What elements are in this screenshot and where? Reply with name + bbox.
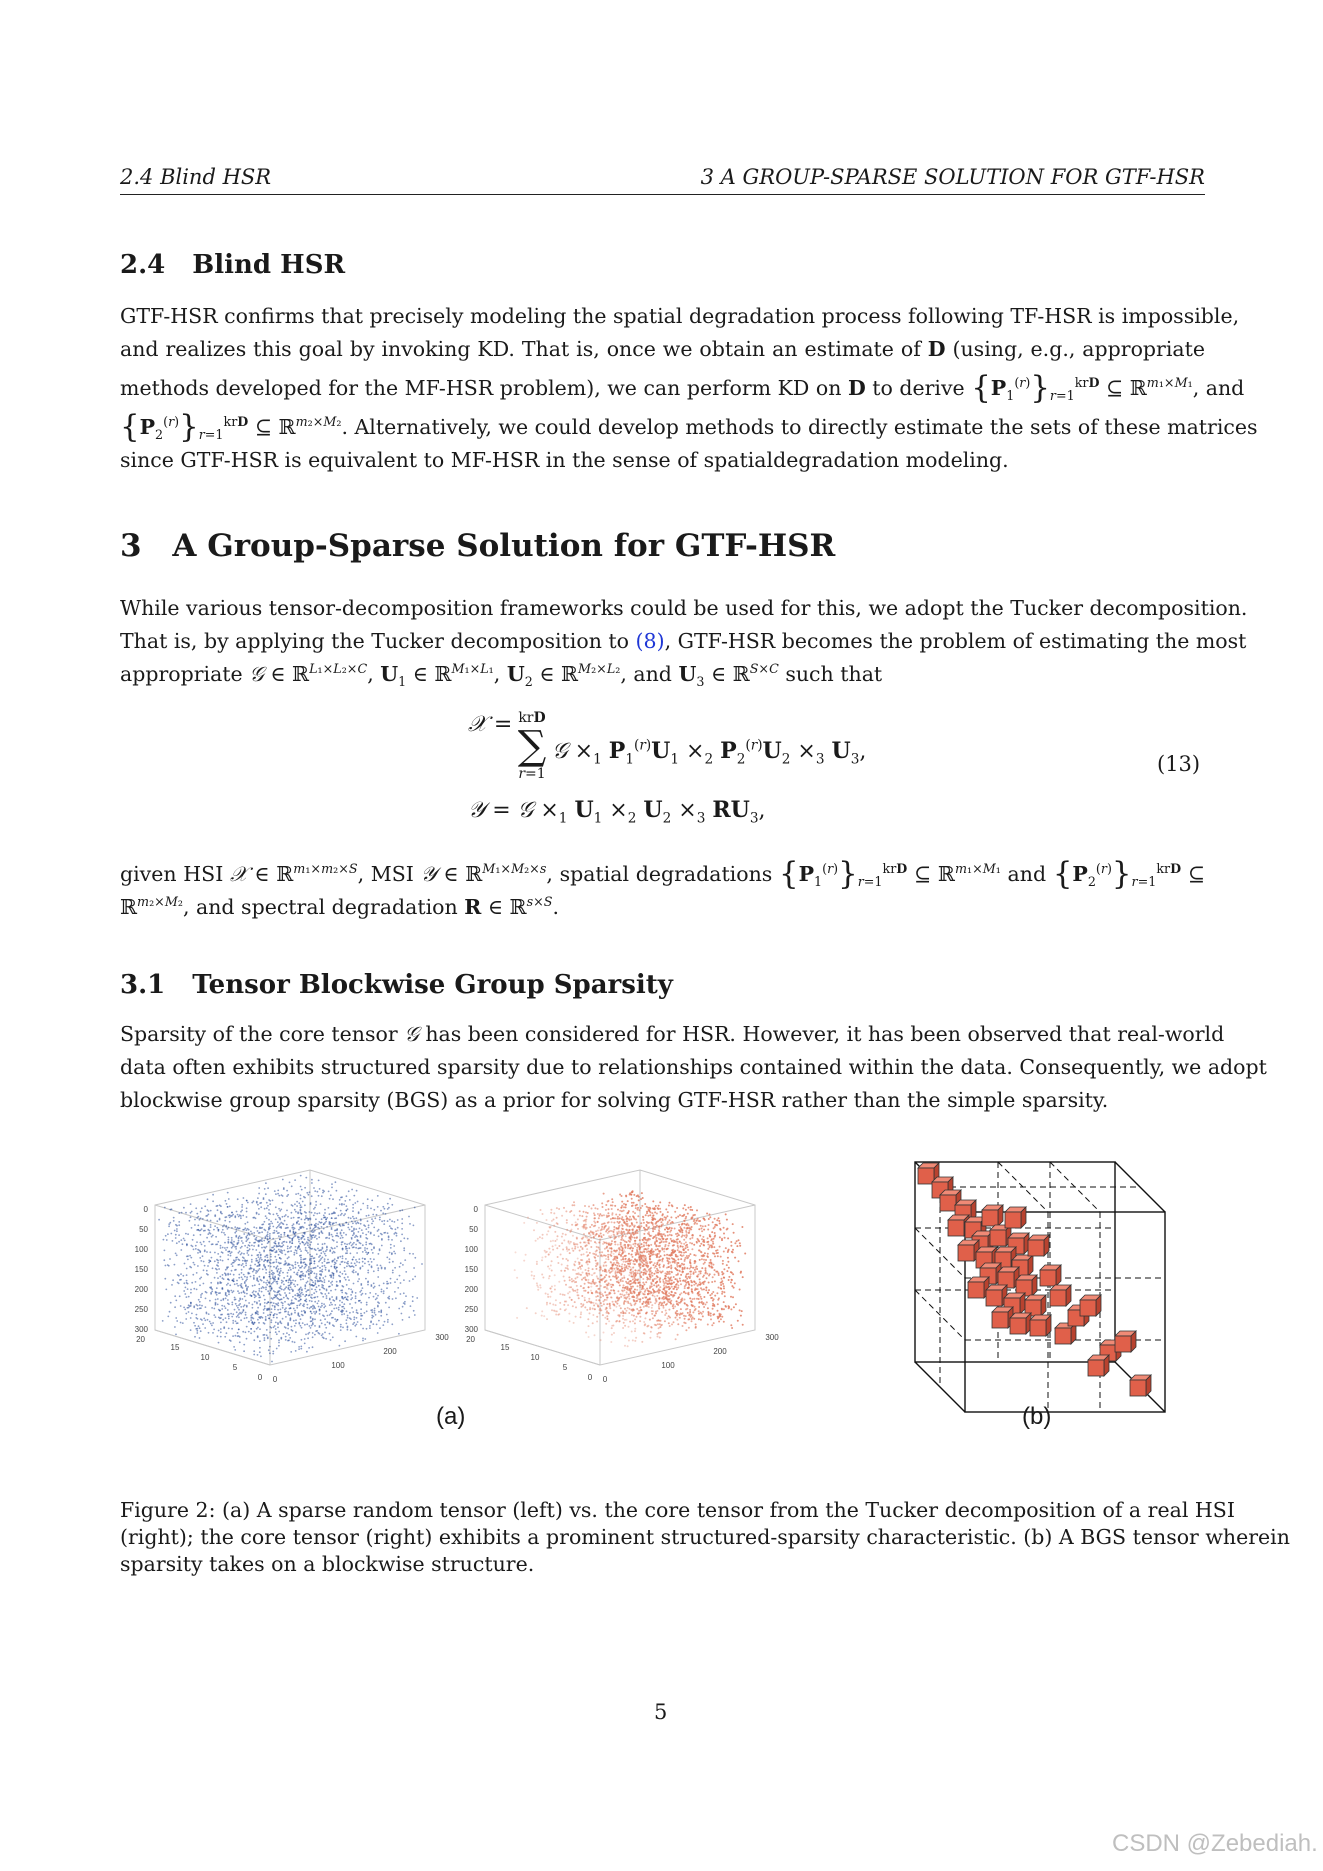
equation-line-2: 𝒴 = 𝒢 $\times_1$ $U_1 \times_2$ $U_2 \times_3$ $RU_3$, (468, 797, 766, 827)
para-line: blockwise group sparsity (BGS) as a prior for solving GTF-HSR rather than the simple sparsity. (120, 1088, 1109, 1112)
y-tick: 0 (473, 1205, 478, 1214)
caption-line: Figure 2: (a) A sparse random tensor (left) vs. the core tensor from the Tucker decomposition of a real HSI (120, 1498, 1235, 1522)
depth-tick: 10 (530, 1353, 540, 1362)
y-tick: 300 (464, 1325, 478, 1334)
section-number: 3 (120, 528, 142, 564)
bgs-cube-diagram (915, 1162, 1165, 1412)
page-number: 5 (654, 1700, 668, 1724)
sparse-block (1115, 1331, 1136, 1352)
section-title: Tensor Blockwise Group Sparsity (192, 970, 673, 1000)
header-left: 2.4 Blind HSR (120, 165, 272, 189)
x-tick: 200 (713, 1347, 727, 1356)
header-right: 3 A GROUP-SPARSE SOLUTION FOR GTF-HSR (700, 165, 1205, 189)
depth-tick: 0 (257, 1373, 263, 1382)
citation-link[interactable]: (8) (635, 629, 665, 653)
depth-tick: 5 (562, 1363, 568, 1372)
section-3-heading (120, 528, 835, 564)
depth-tick: 15 (500, 1343, 510, 1352)
watermark: CSDN @Zebediah. (1112, 1830, 1318, 1857)
section-3-1-heading (120, 970, 673, 1000)
sparse-block (1030, 1315, 1051, 1336)
section-title: Blind HSR (192, 250, 346, 280)
para-line: That is, by applying the Tucker decomposition to (8), GTF-HSR becomes the problem of estimating the most (120, 629, 1247, 653)
y-tick: 50 (139, 1225, 148, 1234)
depth-tick: 15 (170, 1343, 180, 1352)
y-tick: 100 (464, 1245, 478, 1254)
x-tick: 0 (272, 1375, 278, 1384)
para-line: and realizes this goal by invoking KD. That is, once we obtain an estimate of D (using, e.g., appropriate (120, 337, 1205, 361)
x-tick: 100 (661, 1361, 675, 1370)
sparse-block (1040, 1265, 1061, 1286)
scatter-plot-random (135, 1170, 450, 1384)
y-tick: 300 (134, 1325, 148, 1334)
depth-tick: 20 (136, 1335, 145, 1344)
y-tick: 0 (143, 1205, 148, 1214)
para-line: given HSI 𝒳 ∈ ℝ$^{m_1\times m_2\times S}$, MSI 𝒴 ∈ ℝ$^{M_1\times M_2\times s}$, spatial degradations $\{P_1^{(r)}\}_{r=1}^{krD}$ ⊆ ℝ$^{m_1\times M_1}$ and $\{P_2^{(r)}\}_{r=1}^{krD}$ ⊆ (120, 856, 1205, 892)
running-header (120, 165, 1205, 195)
sum-operator: krD ∑ r=1 (517, 710, 547, 782)
y-tick: 200 (464, 1285, 478, 1294)
para-line: methods developed for the MF-HSR problem), we can perform KD on D to derive $\{P_1^{(r)}\}_{r=1}^{krD}$ ⊆ ℝ$^{m_1\times M_1}$, and (120, 370, 1245, 406)
depth-tick: 5 (232, 1363, 238, 1372)
y-tick: 100 (134, 1245, 148, 1254)
x-tick: 300 (765, 1333, 779, 1342)
section-3-after-equation (120, 858, 1205, 924)
caption-line: (right); the core tensor (right) exhibits a prominent structured-sparsity characteristic. (b) A BGS tensor wherein (120, 1525, 1290, 1549)
y-tick: 250 (134, 1305, 148, 1314)
para-line: ℝ$^{m_2\times M_2}$, and spectral degradation R ∈ ℝ$^{s\times S}$. (120, 894, 559, 919)
y-tick: 200 (134, 1285, 148, 1294)
sparse-block (1050, 1285, 1071, 1306)
section-3-1-paragraph (120, 1018, 1267, 1117)
y-tick: 150 (464, 1265, 478, 1274)
x-tick: 300 (435, 1333, 449, 1342)
para-line: data often exhibits structured sparsity due to relationships contained within the data. Consequently, we adopt (120, 1055, 1267, 1079)
para-line: GTF-HSR confirms that precisely modeling the spatial degradation process following TF-HSR is impossible, (120, 304, 1240, 328)
sparse-block (1130, 1375, 1151, 1396)
sparse-block (982, 1205, 1003, 1226)
depth-tick: 20 (466, 1335, 475, 1344)
section-number: 3.1 (120, 970, 166, 1000)
equation-line-1-body: 𝒢 $\times_1$ $P_1^{(r)}U_1 \times_2$ $P_2^{(r)}U_2 \times_3$ $U_3$, (552, 737, 867, 768)
scatter-plot-core-tensor (465, 1170, 780, 1384)
sparse-block (1005, 1207, 1026, 1228)
y-tick: 50 (469, 1225, 478, 1234)
section-2-4-heading (120, 250, 345, 280)
y-tick: 150 (134, 1265, 148, 1274)
para-line: appropriate 𝒢 ∈ ℝ$^{L_1\times L_2\times C}$, $U_1$ ∈ ℝ$^{M_1\times L_1}$, $U_2$ ∈ ℝ$^{M_2\times L_2}$, and $U_3$ ∈ ℝ$^{S\times C}$ such that (120, 661, 883, 690)
sparse-block (1028, 1235, 1049, 1256)
panel-label-b: (b) (1022, 1403, 1052, 1430)
para-line: While various tensor-decomposition frameworks could be used for this, we adopt the Tucker decomposition. (120, 596, 1248, 620)
para-line: since GTF-HSR is equivalent to MF-HSR in the sense of spatialdegradation modeling. (120, 448, 1009, 472)
sparse-block (1080, 1295, 1101, 1316)
depth-tick: 0 (587, 1373, 593, 1382)
depth-tick: 10 (200, 1353, 210, 1362)
equation-number: (13) (1157, 752, 1201, 776)
header-rule (120, 194, 1205, 195)
para-line: Sparsity of the core tensor 𝒢 has been considered for HSR. However, it has been observed that real-world (120, 1022, 1225, 1046)
section-number: 2.4 (120, 250, 166, 280)
sparse-block (1088, 1355, 1109, 1376)
caption-line: sparsity takes on a blockwise structure. (120, 1552, 535, 1576)
figure-caption (120, 1497, 1290, 1578)
section-title: A Group-Sparse Solution for GTF-HSR (172, 528, 836, 564)
section-2-4-paragraph (120, 300, 1258, 477)
section-3-paragraph (120, 592, 1248, 691)
panel-label-a: (a) (436, 1403, 466, 1430)
x-tick: 100 (331, 1361, 345, 1370)
sparse-block (1010, 1313, 1031, 1334)
x-tick: 0 (602, 1375, 608, 1384)
para-line: $\{P_2^{(r)}\}_{r=1}^{krD}$ ⊆ ℝ$^{m_2\times M_2}$. Alternatively, we could develop methods to directly estimate the sets of these matrices (120, 409, 1258, 445)
equation-line-1: 𝒳 = (468, 712, 513, 737)
x-tick: 200 (383, 1347, 397, 1356)
y-tick: 250 (464, 1305, 478, 1314)
